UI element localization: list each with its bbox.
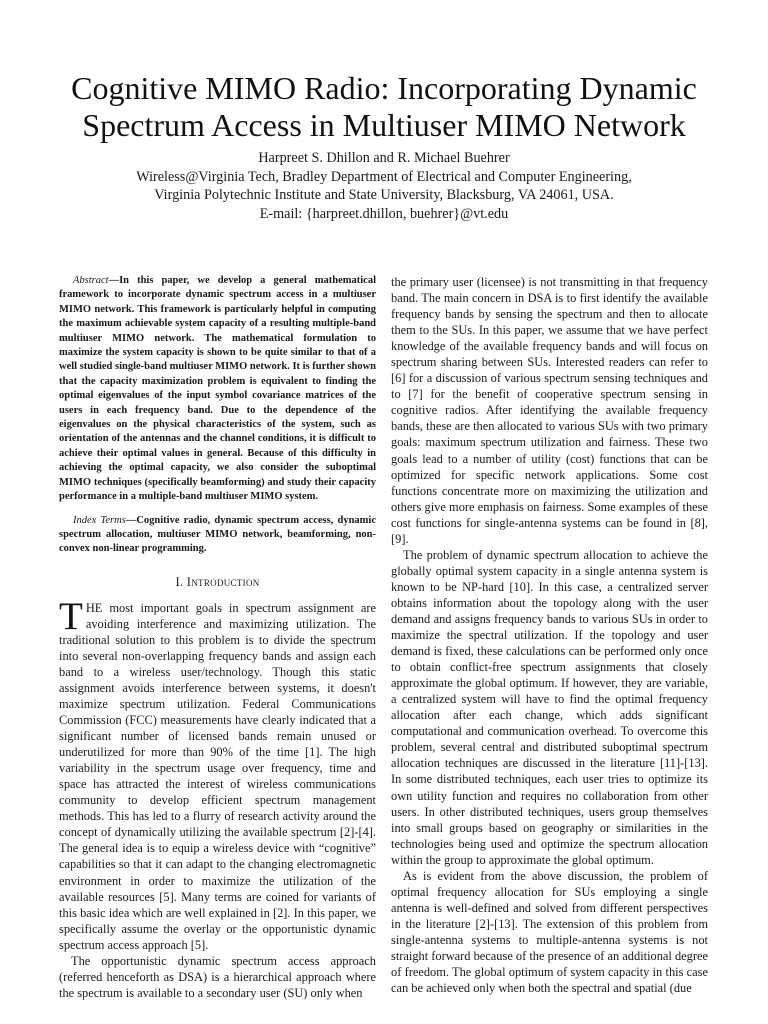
intro-paragraph-3: The problem of dynamic spectrum allocation to achieve the globally optimal system capacity in a single antenna system is known to be NP-hard [10]. In this case, a centralized server obtains information about the topology along with the user demand and assigns frequency bands to various SUs in order to maximize the spectral utilization. If the topology and user demand is fixed, these calculations can be performed only once to obtain conflict-free spectrum assignments that closely approximate the global optimum. If however, they are variable, a centralized system will have to find the optimal frequency allocation after each change, which adds significant computational and communication overhead. To overcome this problem, several central and distributed suboptimal spectrum allocation techniques are discussed in the literature [11]-[13]. In some distributed techniques, each user tries to optimize its own utility function and requires no collaboration from other users. In other distributed techniques, users group themselves into small groups based on geography or similarities in the technologies being used and optimize the spectrum allocation within the group to approximate the global optimum.: [391, 547, 708, 867]
intro-paragraph-1-text: HE most important goals in spectrum assignment are avoiding interference and maximizing utilization. The traditional solution to this problem is to divide the spectrum into several non-overlapping frequency bands and assign each band to a wireless user/technology. Though this static assignment avoids interference between systems, it doesn't maximize spectrum utilization. Federal Communications Commission (FCC) measurements have clearly indicated that a significant number of licensed bands remain unused or underutilized for more than 90% of the time [1]. The high variability in the spectrum usage over frequency, time and space has attracted the interest of wireless communications community to develop efficient spectrum management methods. This has led to a flurry of research activity around the concept of dynamically utilizing the available spectrum [2]-[4]. The general idea is to equip a wireless device with “cognitive” capabilities so that it can adapt to the changing electromagnetic environment in order to maximize the utilization of the available resources [5]. Many terms are coined for variants of this basic idea which are well explained in [2]. In this paper, we specifically assume the overlay or the opportunistic dynamic spectrum access approach [5].: [59, 600, 376, 952]
section-heading-introduction: [59, 575, 376, 590]
index-terms: [59, 514, 376, 557]
abstract-label: Abstract: [73, 275, 109, 286]
left-column: [59, 274, 376, 1001]
section-number: I.: [175, 574, 184, 589]
author-names: Harpreet S. Dhillon and R. Michael Buehrer: [258, 150, 510, 166]
intro-paragraph-2-continued: the primary user (licensee) is not transmitting in that frequency band. The main concern in DSA is to first identify the available frequency bands by sensing the spectrum and then to allocate them to the SUs. In this paper, we assume that we have perfect knowledge of the available frequency bands and will focus on spectrum sharing between SUs. Interested readers can refer to [6] for a discussion of various spectrum sensing techniques and to [7] for the benefit of cooperative spectrum sensing in cognitive radios. After identifying the available frequency bands, these are then allocated to various SUs with two primary goals: maximum spectrum utilization and fairness. These two goals lead to a number of utility (cost) functions that can be optimized for specific network applications. Some cost functions concentrate more on maximizing the utilization and others give more emphasis on fairness. Some examples of these cost functions for single-antenna systems can be found in [8], [9].: [391, 275, 708, 546]
intro-paragraph-2: The opportunistic dynamic spectrum access approach (referred henceforth as DSA) is a hierarchical approach where the spectrum is available to a secondary user (SU) only when: [59, 953, 376, 1000]
author-email: E-mail: {harpreet.dhillon, buehrer}@vt.edu: [259, 205, 509, 222]
title-line-1: Cognitive MIMO Radio: Incorporating Dynamic: [71, 70, 697, 106]
abstract-text: —In this paper, we develop a general mathematical framework to incorporate dynamic spectrum access in a multiuser MIMO network. This framework is particularly helpful in computing the maximum achievable system capacity of a resulting multiple-band multiuser MIMO network. The mathematical formulation to maximize the system capacity is shown to be quite similar to that of a well studied single-band multiuser MIMO network. It is further shown that the capacity maximization problem is equivalent to finding the optimal eigenvalues of the input symbol covariance matrices of the users in each frequency band. Due to the dependence of the eigenvalues on the physical characteristics of the system, such as orientation of the antennas and the channel conditions, it is difficult to achieve their optimal values in general. Because of this difficulty in achieving the optimal capacity, we also consider the suboptimal MIMO techniques (specifically beamforming) and study their capacity performance in a multiple-band multiuser MIMO system.: [59, 275, 376, 503]
title-line-2: Spectrum Access in Multiuser MIMO Network: [82, 107, 686, 143]
author-block: [40, 149, 728, 223]
intro-paragraph-4: As is evident from the above discussion, the problem of optimal frequency allocation for SUs employing a single antenna is well-defined and solved from different perspectives in the literature [2]-[13]. The extension of this problem from single-antenna systems to multiple-antenna systems is not straight forward because of the presence of an additional degree of freedom. The global optimum of system capacity in this case can be achieved only when both the spectral and spatial (due: [391, 868, 708, 996]
affiliation-line-1: Wireless@Virginia Tech, Bradley Department of Electrical and Computer Engineering,: [136, 168, 632, 185]
index-terms-label: Index Terms: [73, 514, 126, 526]
affiliation-line-2: Virginia Polytechnic Institute and State University, Blacksburg, VA 24061, USA.: [154, 187, 614, 203]
intro-paragraph-1: [59, 594, 376, 953]
paper-title: [40, 70, 728, 144]
abstract: [59, 274, 376, 505]
right-column: [391, 274, 708, 996]
drop-cap: T: [59, 594, 83, 638]
index-terms-text: —Cognitive radio, dynamic spectrum access, dynamic spectrum allocation, multiuser MIMO network, beamforming, non-convex non-linear programming.: [59, 514, 377, 555]
section-title: Introduction: [186, 574, 260, 589]
